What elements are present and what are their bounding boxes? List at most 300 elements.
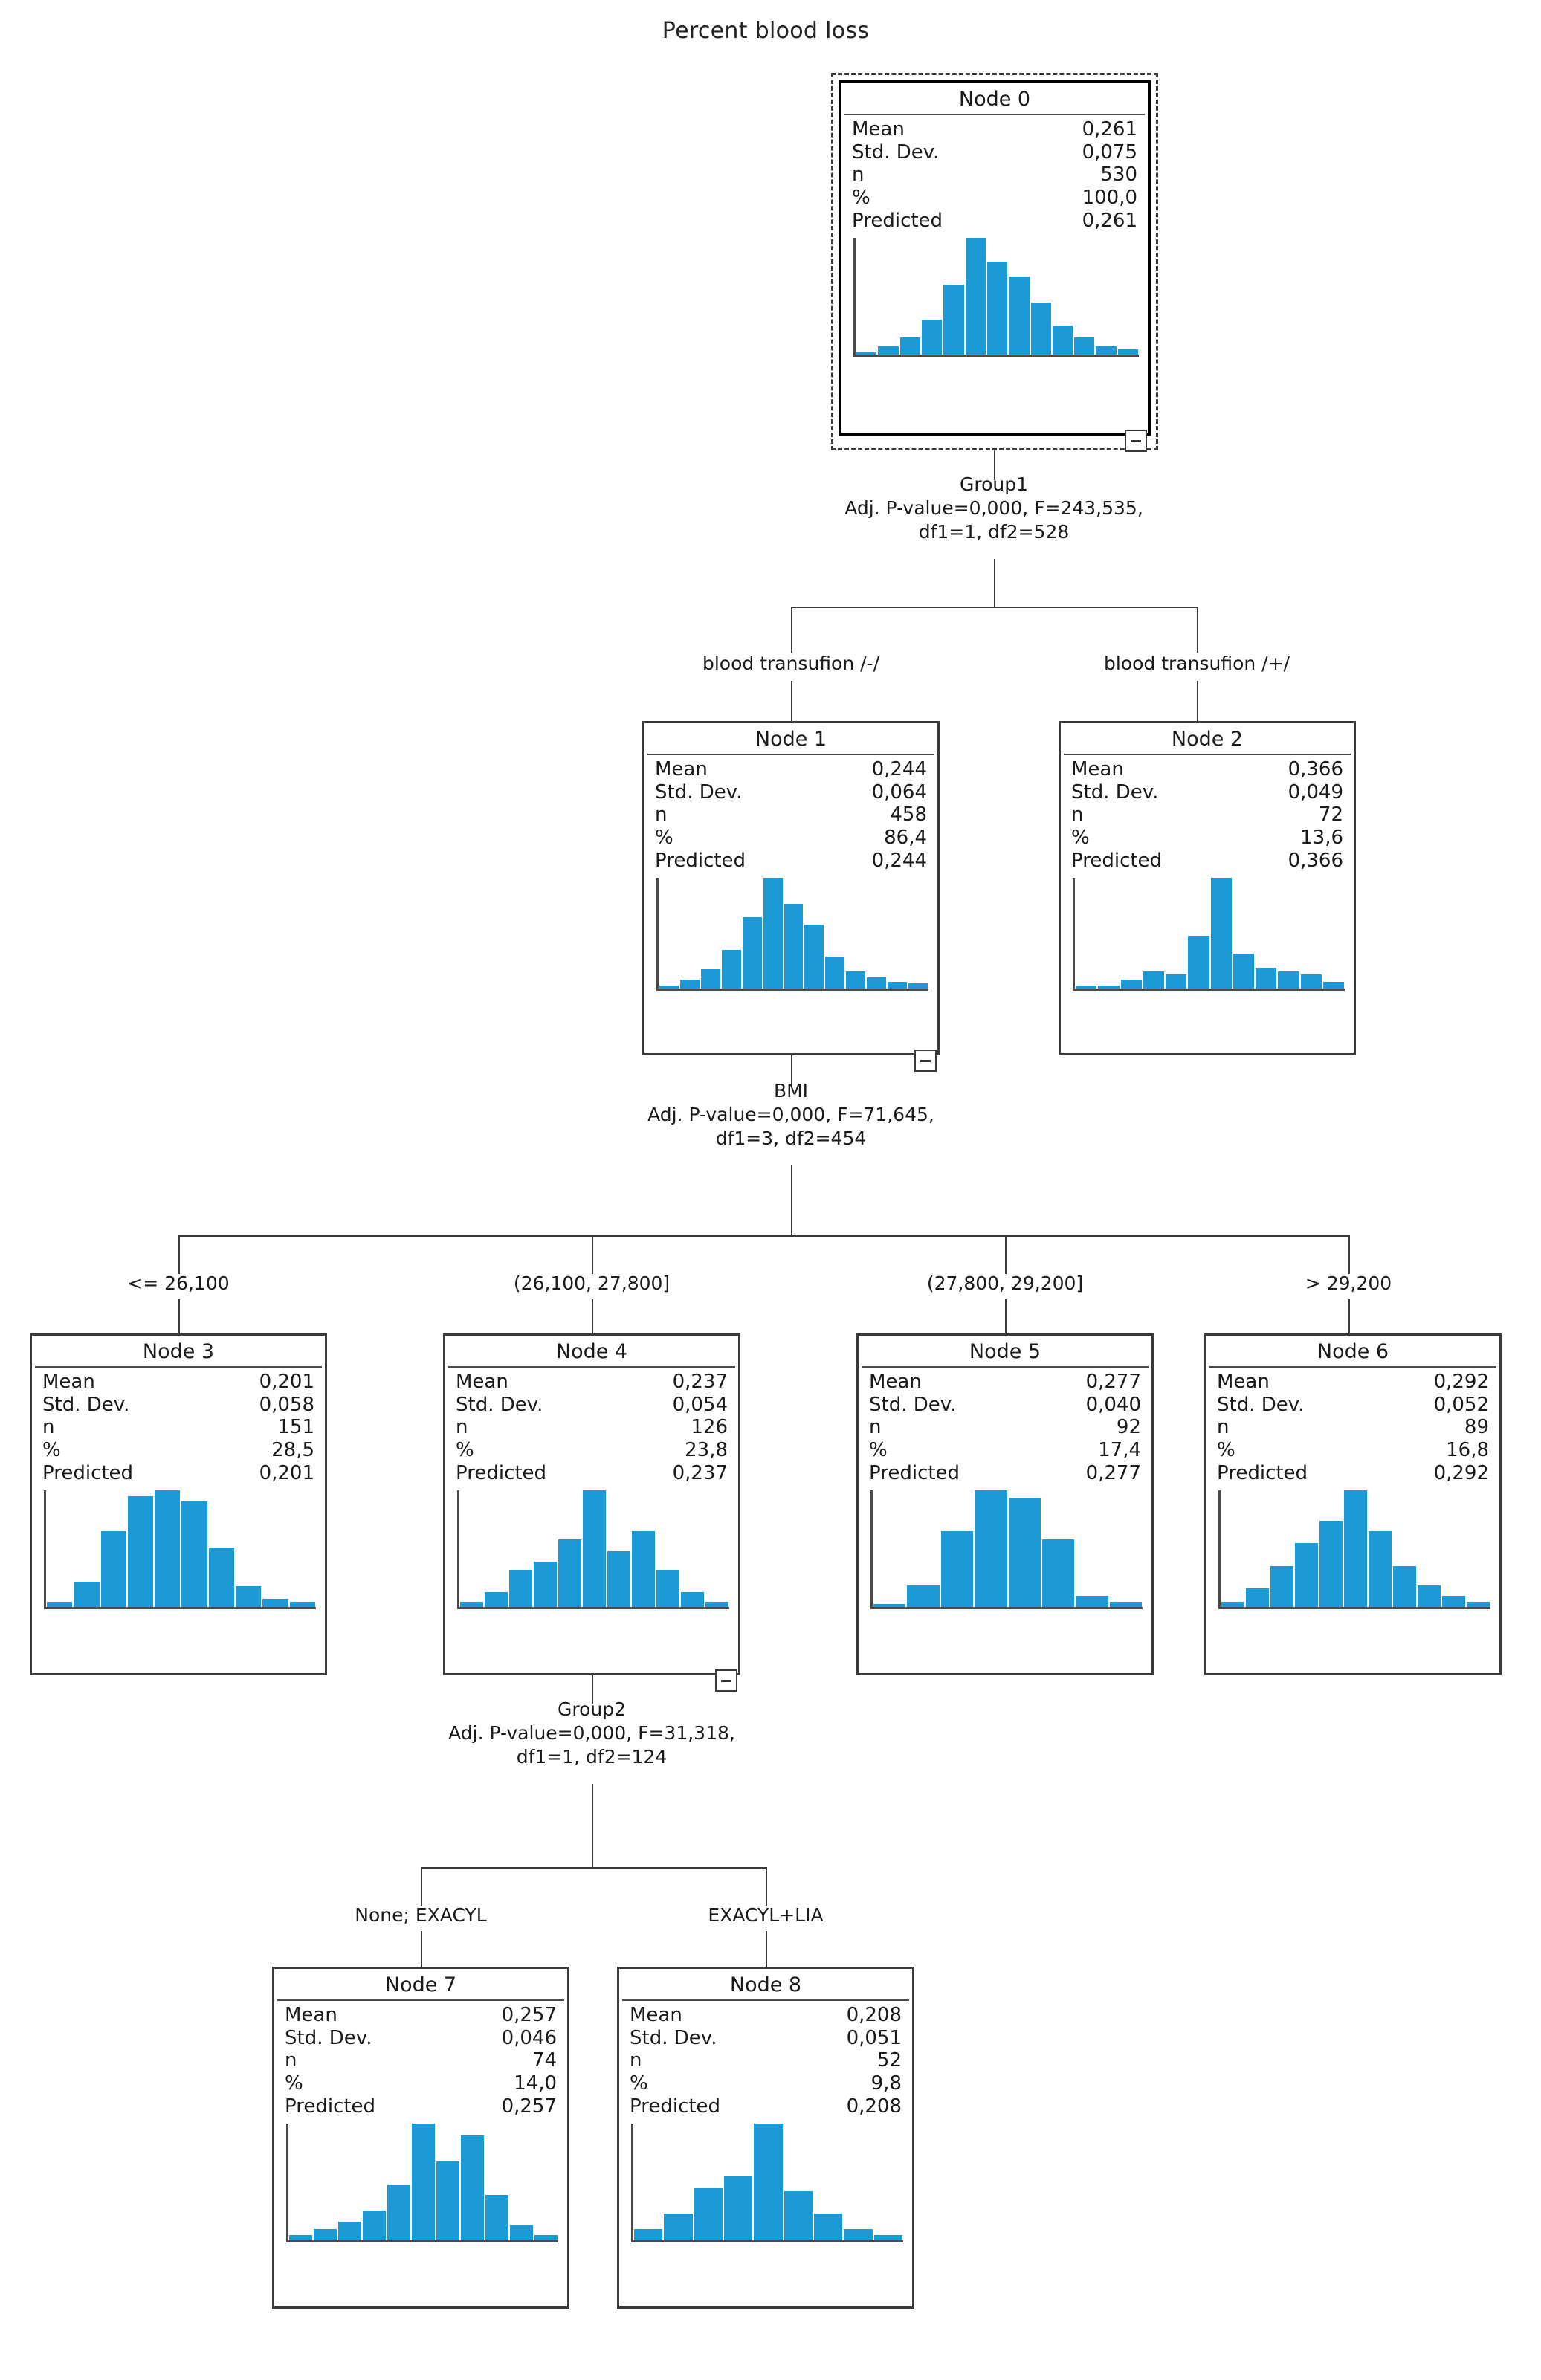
- split-variable: Group1: [959, 473, 1029, 495]
- stat-row: [655, 803, 927, 827]
- histogram-bar: [460, 1602, 483, 1608]
- stat-label-predicted: Predicted: [869, 1461, 960, 1484]
- histogram-bar: [1369, 1531, 1392, 1607]
- tree-node-node3[interactable]: [30, 1333, 327, 1675]
- stat-label-mean: Mean: [852, 118, 905, 140]
- histogram-bar: [1221, 1602, 1244, 1608]
- branch-label-bmi-2: (26,100, 27,800]: [513, 1273, 671, 1294]
- stat-row: [42, 1439, 314, 1462]
- stat-value-std: 0,051: [846, 2026, 902, 2049]
- stat-value-predicted: 0,261: [1082, 209, 1137, 232]
- histogram-bar: [47, 1602, 72, 1608]
- stat-label-std: Std. Dev.: [655, 780, 743, 803]
- histogram-bar: [856, 352, 876, 355]
- stat-value-percent: 100,0: [1082, 187, 1137, 210]
- histogram-bar: [1278, 971, 1299, 989]
- node-title: Node 1: [755, 728, 827, 751]
- stat-row: [285, 2049, 557, 2072]
- stat-row: [1217, 1439, 1489, 1462]
- stat-label-mean: Mean: [1071, 758, 1124, 780]
- stat-label-percent: %: [655, 827, 673, 850]
- stat-row: [852, 210, 1137, 233]
- stat-value-n: 126: [691, 1416, 728, 1439]
- stat-value-std: 0,064: [871, 780, 927, 803]
- stat-row: [1071, 803, 1343, 827]
- histogram-bar: [510, 2225, 533, 2240]
- connector-line: [421, 1931, 422, 1967]
- histogram-bar: [314, 2229, 337, 2241]
- stat-value-mean: 0,277: [1085, 1371, 1141, 1393]
- histogram-bar: [101, 1531, 126, 1607]
- connector-line: [1005, 1235, 1007, 1274]
- stat-value-percent: 23,8: [685, 1439, 728, 1462]
- node-title: Node 3: [142, 1340, 215, 1363]
- histogram-bar: [754, 2124, 782, 2240]
- connector-line: [1348, 1235, 1350, 1274]
- histogram-bar: [1188, 936, 1209, 989]
- histogram-bar: [558, 1539, 581, 1607]
- connector-line: [592, 1784, 593, 1867]
- histogram-bar: [1467, 1602, 1490, 1608]
- histogram-bar: [743, 917, 762, 989]
- stat-row: [852, 164, 1137, 187]
- stat-row: [852, 118, 1137, 141]
- stat-label-predicted: Predicted: [285, 2095, 376, 2118]
- stat-value-n: 52: [876, 2049, 902, 2072]
- histogram-bar: [363, 2211, 386, 2241]
- histogram-bar: [1009, 277, 1029, 355]
- stat-value-std: 0,046: [501, 2026, 557, 2049]
- branch-label-group2-right: EXACYL+LIA: [708, 1904, 824, 1926]
- histogram-bar: [900, 337, 920, 355]
- connector-line: [766, 1931, 767, 1967]
- collapse-toggle-node4[interactable]: [715, 1669, 737, 1692]
- histogram-bar: [867, 977, 886, 989]
- stat-row: [456, 1394, 728, 1417]
- stat-label-n: n: [869, 1416, 882, 1439]
- node-histogram: [1073, 878, 1345, 991]
- stat-row: [285, 2095, 557, 2118]
- stat-label-std: Std. Dev.: [456, 1393, 543, 1416]
- histogram-bar: [236, 1586, 261, 1607]
- tree-node-node0[interactable]: [839, 80, 1151, 436]
- connector-line: [791, 1165, 792, 1235]
- histogram-bar: [814, 2214, 842, 2240]
- connector-line: [791, 681, 792, 721]
- stat-label-predicted: Predicted: [456, 1461, 547, 1484]
- stat-row: [852, 187, 1137, 210]
- stat-label-mean: Mean: [869, 1371, 922, 1393]
- node-histogram: [631, 2124, 903, 2242]
- stat-value-mean: 0,244: [871, 758, 927, 780]
- stat-row: [655, 850, 927, 873]
- stat-value-mean: 0,261: [1082, 118, 1137, 140]
- stat-row: [1217, 1371, 1489, 1394]
- connector-line: [592, 1299, 593, 1333]
- histogram-bar: [155, 1490, 180, 1607]
- stat-row: [456, 1462, 728, 1485]
- stat-value-mean: 0,292: [1433, 1371, 1489, 1393]
- split-stats-line1: Adj. P-value=0,000, F=31,318,: [448, 1722, 735, 1744]
- stat-row: [655, 758, 927, 781]
- stat-label-std: Std. Dev.: [42, 1393, 130, 1416]
- stat-value-predicted: 0,201: [259, 1461, 314, 1484]
- stat-row: [655, 827, 927, 850]
- branch-label-right-group1: blood transufion /+/: [1104, 653, 1290, 674]
- node-histogram: [286, 2124, 558, 2242]
- split-group1: [711, 473, 1276, 544]
- histogram-bar: [722, 950, 741, 989]
- stat-row: [1071, 850, 1343, 873]
- histogram-bar: [485, 2195, 508, 2240]
- histogram-bar: [1166, 974, 1186, 989]
- tree-node-node1[interactable]: [642, 721, 940, 1055]
- histogram-bar: [461, 2135, 484, 2240]
- stat-label-predicted: Predicted: [42, 1461, 134, 1484]
- histogram-bar: [1009, 1498, 1041, 1608]
- node-divider: [1064, 754, 1351, 755]
- stat-label-std: Std. Dev.: [869, 1393, 957, 1416]
- histogram-bar: [1256, 968, 1276, 989]
- connector-line: [1348, 1299, 1350, 1333]
- stat-label-n: n: [852, 164, 865, 187]
- histogram-bar: [784, 904, 804, 989]
- stat-value-predicted: 0,208: [846, 2095, 902, 2118]
- histogram-bar: [943, 285, 963, 355]
- histogram-bar: [873, 1604, 905, 1608]
- histogram-bar: [1098, 986, 1119, 989]
- split-variable: Group2: [557, 1698, 627, 1720]
- stat-label-mean: Mean: [655, 758, 708, 780]
- split-stats-line1: Adj. P-value=0,000, F=243,535,: [844, 497, 1143, 519]
- node-histogram: [656, 878, 928, 991]
- stat-row: [42, 1371, 314, 1394]
- stat-label-n: n: [655, 803, 668, 827]
- histogram-bar: [1301, 974, 1322, 989]
- stat-label-predicted: Predicted: [852, 209, 943, 232]
- histogram-bar: [607, 1551, 630, 1607]
- stat-value-n: 74: [532, 2049, 557, 2072]
- histogram-bar: [724, 2176, 752, 2240]
- stat-value-mean: 0,257: [501, 2004, 557, 2026]
- histogram-bar: [966, 238, 986, 355]
- stat-label-n: n: [1217, 1416, 1230, 1439]
- histogram-bar: [289, 2235, 312, 2241]
- histogram-bar: [656, 1570, 679, 1607]
- tree-node-node5[interactable]: [856, 1333, 1154, 1675]
- branch-label-bmi-3: (27,800, 29,200]: [926, 1273, 1084, 1294]
- stat-label-percent: %: [285, 2072, 303, 2095]
- stat-value-percent: 17,4: [1098, 1439, 1141, 1462]
- node-histogram: [1218, 1490, 1490, 1609]
- histogram-bar: [908, 983, 928, 989]
- branch-label-group2-left: None; EXACYL: [355, 1904, 487, 1926]
- collapse-toggle-node0[interactable]: [1125, 430, 1147, 452]
- stat-value-predicted: 0,244: [871, 849, 927, 872]
- stat-value-mean: 0,201: [259, 1371, 314, 1393]
- stat-row: [285, 2027, 557, 2050]
- histogram-bar: [664, 2214, 692, 2240]
- histogram-bar: [844, 2229, 872, 2241]
- stat-value-std: 0,054: [672, 1393, 728, 1416]
- stat-value-n: 92: [1116, 1416, 1141, 1439]
- histogram-bar: [763, 878, 783, 989]
- node-divider: [1209, 1366, 1496, 1368]
- node-divider: [448, 1366, 735, 1368]
- stat-value-percent: 86,4: [884, 827, 927, 850]
- node-stats: [859, 1371, 1151, 1486]
- split-group2: [309, 1698, 874, 1769]
- stat-label-std: Std. Dev.: [1071, 780, 1159, 803]
- stat-row: [630, 2049, 902, 2072]
- stat-value-percent: 28,5: [271, 1439, 314, 1462]
- histogram-bar: [804, 925, 824, 989]
- histogram-bar: [1074, 337, 1094, 355]
- stat-row: [456, 1371, 728, 1394]
- stat-row: [852, 141, 1137, 164]
- stat-row: [285, 2072, 557, 2095]
- histogram-bar: [1418, 1585, 1441, 1608]
- stat-row: [869, 1462, 1141, 1485]
- histogram-bar: [1211, 878, 1232, 989]
- stat-label-percent: %: [869, 1439, 888, 1462]
- split-stats-line2: df1=1, df2=124: [516, 1746, 668, 1768]
- stat-label-predicted: Predicted: [1217, 1461, 1308, 1484]
- histogram-bar: [987, 262, 1007, 355]
- stat-value-n: 458: [890, 803, 927, 827]
- stat-value-std: 0,040: [1085, 1393, 1141, 1416]
- histogram-bar: [1121, 980, 1142, 989]
- histogram-bar: [181, 1501, 207, 1608]
- node-divider: [862, 1366, 1149, 1368]
- stat-row: [630, 2004, 902, 2027]
- node-histogram: [44, 1490, 316, 1609]
- stat-label-percent: %: [1071, 827, 1090, 850]
- histogram-bar: [694, 2188, 723, 2241]
- stat-value-predicted: 0,366: [1288, 849, 1343, 872]
- histogram-bar: [701, 969, 720, 989]
- connector-line: [791, 607, 792, 653]
- histogram-bar: [659, 986, 679, 989]
- stat-value-std: 0,052: [1433, 1393, 1489, 1416]
- connector-line: [178, 1235, 180, 1274]
- histogram-bar: [1031, 303, 1051, 355]
- histogram-bar: [1344, 1490, 1367, 1607]
- histogram-bar: [1118, 349, 1138, 355]
- histogram-bar: [1076, 1596, 1108, 1608]
- node-histogram: [853, 238, 1139, 357]
- node-divider: [35, 1366, 322, 1368]
- stat-label-mean: Mean: [42, 1371, 95, 1393]
- stat-row: [655, 781, 927, 804]
- stat-value-std: 0,049: [1288, 780, 1343, 803]
- stat-row: [869, 1416, 1141, 1439]
- histogram-bar: [1053, 326, 1073, 355]
- node-divider: [647, 754, 934, 755]
- node-stats: [1061, 758, 1354, 873]
- branch-label-left-group1: blood transufion /-/: [702, 653, 880, 674]
- histogram-bar: [128, 1496, 153, 1607]
- stat-value-n: 151: [277, 1416, 314, 1439]
- histogram-bar: [825, 957, 844, 989]
- stat-value-n: 89: [1464, 1416, 1489, 1439]
- stat-row: [456, 1439, 728, 1462]
- histogram-bar: [681, 1592, 704, 1607]
- histogram-bar: [534, 2235, 558, 2241]
- collapse-toggle-node1[interactable]: [914, 1050, 937, 1072]
- split-stats-line1: Adj. P-value=0,000, F=71,645,: [647, 1104, 934, 1125]
- histogram-bar: [1042, 1539, 1074, 1607]
- stat-value-percent: 13,6: [1300, 827, 1343, 850]
- node-divider: [622, 1999, 909, 2001]
- connector-line: [421, 1867, 766, 1869]
- histogram-bar: [290, 1602, 315, 1608]
- histogram-bar: [583, 1490, 606, 1607]
- node-title: Node 8: [729, 1973, 802, 1996]
- node-title: Node 7: [384, 1973, 457, 1996]
- histogram-bar: [975, 1490, 1007, 1607]
- node-stats: [841, 118, 1148, 233]
- connector-line: [994, 559, 995, 607]
- histogram-bar: [922, 320, 942, 355]
- connector-line: [791, 607, 1197, 608]
- histogram-bar: [1295, 1543, 1318, 1607]
- stat-row: [630, 2095, 902, 2118]
- stat-row: [630, 2072, 902, 2095]
- stat-value-percent: 9,8: [870, 2072, 902, 2095]
- histogram-bar: [846, 971, 865, 989]
- histogram-bar: [907, 1585, 939, 1608]
- tree-node-node8[interactable]: [617, 1967, 914, 2309]
- stat-label-mean: Mean: [630, 2004, 682, 2026]
- histogram-bar: [1076, 986, 1096, 989]
- stat-value-predicted: 0,292: [1433, 1461, 1489, 1484]
- node-stats: [274, 2004, 567, 2119]
- histogram-bar: [436, 2161, 459, 2241]
- connector-line: [178, 1299, 180, 1333]
- split-stats-line2: df1=1, df2=528: [918, 521, 1070, 543]
- histogram-bar: [941, 1531, 973, 1607]
- connector-line: [178, 1235, 1348, 1237]
- stat-label-n: n: [1071, 803, 1084, 827]
- node-title: Node 6: [1317, 1340, 1389, 1363]
- histogram-bar: [1270, 1566, 1293, 1607]
- stat-row: [42, 1416, 314, 1439]
- stat-value-predicted: 0,277: [1085, 1461, 1141, 1484]
- tree-node-node6[interactable]: [1204, 1333, 1502, 1675]
- connector-line: [1197, 607, 1198, 653]
- branch-label-bmi-4: > 29,200: [1305, 1273, 1392, 1294]
- node-histogram: [870, 1490, 1143, 1609]
- histogram-bar: [1096, 346, 1116, 355]
- stat-row: [42, 1462, 314, 1485]
- histogram-bar: [634, 2229, 662, 2241]
- histogram-bar: [338, 2222, 361, 2240]
- connector-line: [1197, 681, 1198, 721]
- stat-value-percent: 14,0: [514, 2072, 557, 2095]
- histogram-bar: [878, 346, 898, 355]
- stat-value-percent: 16,8: [1446, 1439, 1489, 1462]
- stat-value-predicted: 0,237: [672, 1461, 728, 1484]
- stat-label-n: n: [456, 1416, 468, 1439]
- stat-label-mean: Mean: [1217, 1371, 1270, 1393]
- histogram-bar: [387, 2185, 410, 2240]
- stat-value-std: 0,058: [259, 1393, 314, 1416]
- histogram-bar: [874, 2235, 902, 2241]
- stat-value-mean: 0,366: [1288, 758, 1343, 780]
- histogram-bar: [534, 1562, 557, 1607]
- stat-label-n: n: [42, 1416, 55, 1439]
- histogram-bar: [632, 1531, 655, 1607]
- split-stats-line2: df1=3, df2=454: [715, 1128, 867, 1149]
- page-title: Percent blood loss: [662, 18, 870, 44]
- histogram-bar: [412, 2124, 435, 2240]
- node-title: Node 0: [958, 88, 1031, 111]
- stat-row: [1217, 1462, 1489, 1485]
- histogram-bar: [888, 982, 907, 989]
- node-title: Node 2: [1171, 728, 1244, 751]
- histogram-bar: [1393, 1566, 1416, 1607]
- stat-value-n: 72: [1318, 803, 1343, 827]
- histogram-bar: [1110, 1602, 1142, 1608]
- histogram-bar: [705, 1602, 728, 1608]
- stat-label-std: Std. Dev.: [1217, 1393, 1305, 1416]
- histogram-bar: [485, 1592, 508, 1607]
- stat-label-predicted: Predicted: [655, 849, 746, 872]
- stat-value-n: 530: [1100, 164, 1137, 187]
- tree-node-node7[interactable]: [272, 1967, 569, 2309]
- node-divider: [844, 114, 1145, 115]
- stat-row: [1071, 758, 1343, 781]
- stat-row: [1071, 827, 1343, 850]
- stat-label-std: Std. Dev.: [630, 2026, 717, 2049]
- stat-row: [456, 1416, 728, 1439]
- connector-line: [1005, 1299, 1007, 1333]
- histogram-bar: [1319, 1521, 1343, 1607]
- stat-label-percent: %: [456, 1439, 474, 1462]
- stat-value-std: 0,075: [1082, 140, 1137, 164]
- node-stats: [619, 2004, 912, 2119]
- connector-line: [421, 1867, 422, 1906]
- split-variable: BMI: [773, 1080, 809, 1102]
- stat-row: [1217, 1416, 1489, 1439]
- histogram-bar: [74, 1582, 99, 1608]
- stat-row: [630, 2027, 902, 2050]
- stat-label-std: Std. Dev.: [285, 2026, 372, 2049]
- node-stats: [445, 1371, 738, 1486]
- histogram-bar: [680, 980, 700, 989]
- connector-line: [592, 1235, 593, 1274]
- stat-row: [869, 1394, 1141, 1417]
- stat-label-percent: %: [630, 2072, 648, 2095]
- stat-label-percent: %: [42, 1439, 61, 1462]
- tree-node-node4[interactable]: [443, 1333, 740, 1675]
- stat-row: [1071, 781, 1343, 804]
- histogram-bar: [1323, 982, 1344, 989]
- node-stats: [1206, 1371, 1499, 1486]
- stat-value-mean: 0,208: [846, 2004, 902, 2026]
- stat-value-mean: 0,237: [672, 1371, 728, 1393]
- histogram-bar: [1442, 1596, 1465, 1608]
- tree-node-node2[interactable]: [1059, 721, 1356, 1055]
- stat-value-predicted: 0,257: [501, 2095, 557, 2118]
- stat-label-n: n: [630, 2049, 642, 2072]
- stat-row: [869, 1371, 1141, 1394]
- stat-label-mean: Mean: [456, 1371, 508, 1393]
- stat-row: [1217, 1394, 1489, 1417]
- histogram-bar: [1233, 954, 1254, 989]
- stat-row: [42, 1394, 314, 1417]
